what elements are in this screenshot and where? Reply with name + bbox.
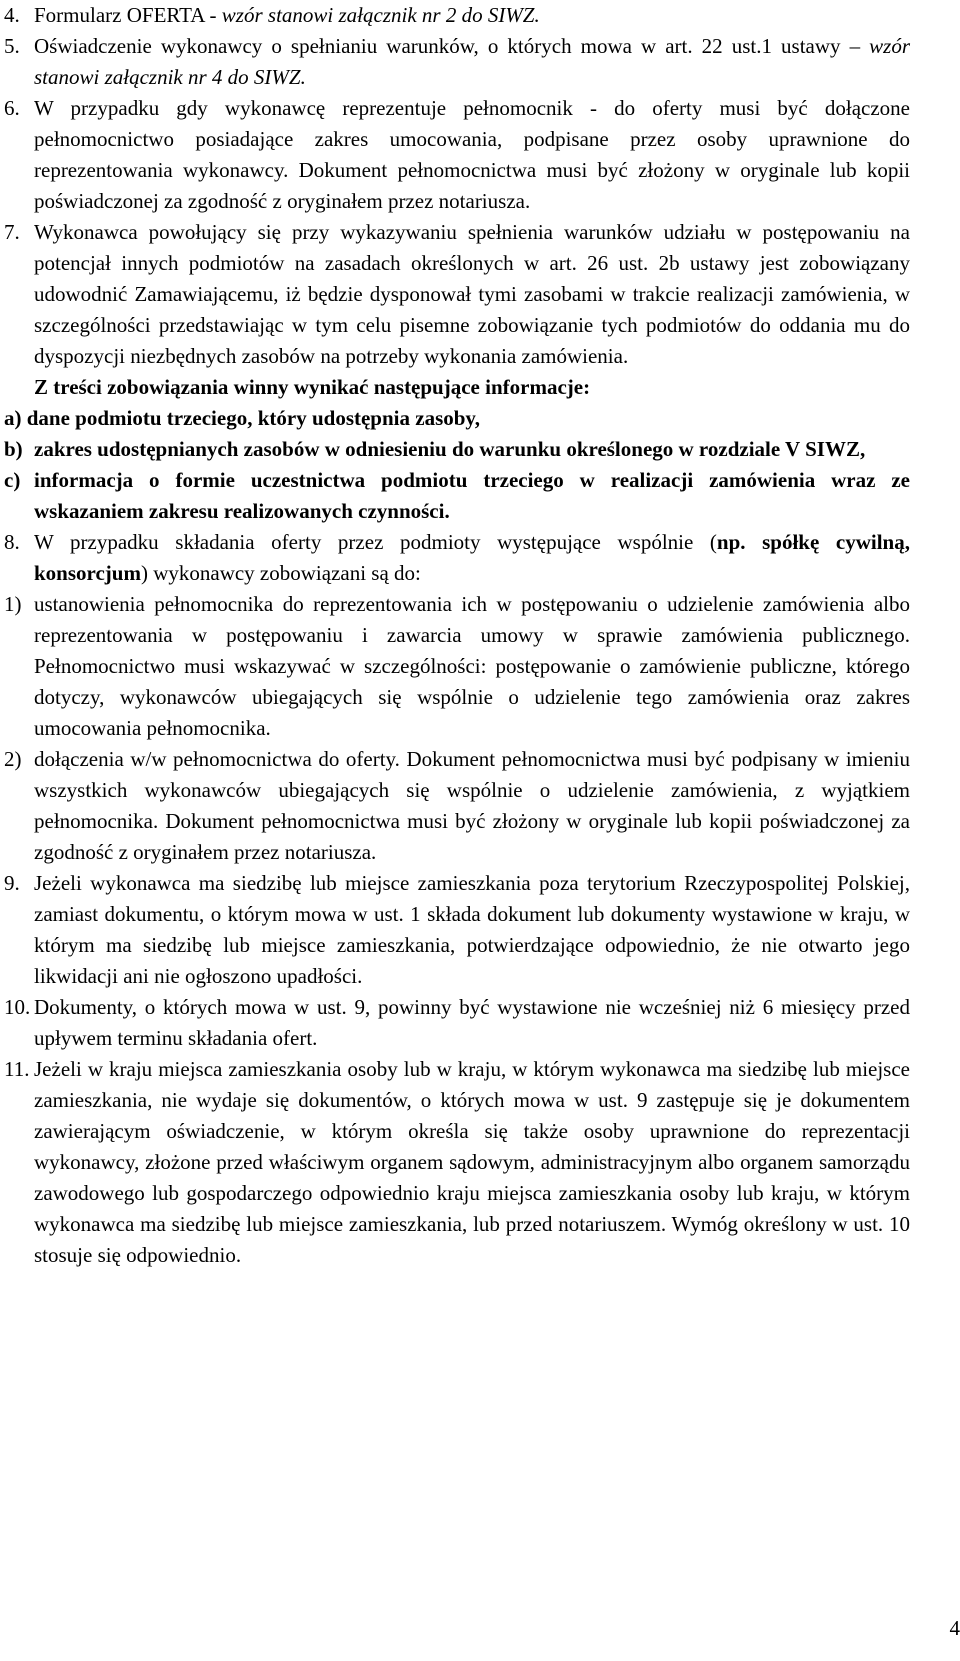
list-item-7	[4, 217, 910, 403]
item-number: 5.	[4, 34, 20, 58]
item-text: Oświadczenie wykonawcy o spełnianiu warunków, o których mowa w art. 22 ust.1 ustawy –	[34, 34, 870, 58]
list-item-11	[4, 1054, 910, 1271]
list-item-8	[4, 527, 910, 589]
item-number: 9.	[4, 871, 20, 895]
list-item-4	[4, 0, 910, 31]
item-text: Formularz OFERTA -	[34, 3, 222, 27]
item-text: Wykonawca powołujący się przy wykazywaniu spełnienia warunków udziału w postępowaniu na potencjał innych podmiotów na zasadach określonych w art. 26 ust. 2b ustawy jest zobowiązany udowodnić Zamawiającemu, iż będzie dysponował tymi zasobami w trakcie realizacji zamówienia, w szczególności przedstawiając w tym celu pisemne zobowiązanie tych podmiotów do oddania mu do dyspozycji niezbędnych zasobów na potrzeby wykonania zamówienia.	[34, 220, 910, 368]
item-text: Dokumenty, o których mowa w ust. 9, powinny być wystawione nie wcześniej niż 6 miesięcy przed upływem terminu składania ofert.	[34, 995, 910, 1050]
item-number: c)	[4, 468, 21, 492]
item-number: 7.	[4, 220, 20, 244]
item-text-italic: wzór stanowi załącznik nr 4 do SIWZ.	[34, 34, 910, 89]
item-number: 11.	[4, 1057, 30, 1081]
item-text: informacja o formie uczestnictwa podmiotu trzeciego w realizacji zamówienia wraz ze wskazaniem zakresu realizowanych czynności.	[34, 468, 910, 523]
item-text: ustanowienia pełnomocnika do reprezentowania ich w postępowaniu o udzielenie zamówienia albo reprezentowania w postępowaniu i zawarcia umowy w sprawie zamówienia publicznego. Pełnomocnictwo musi wskazywać w szczególności: postępowanie o zamówienie publiczne, którego dotyczy, wykonawców ubiegających się wspólnie o udzielenie tego zamówienia oraz zakres umocowania pełnomocnika.	[34, 592, 910, 740]
sub-item-8-2	[4, 744, 910, 868]
item-text: Jeżeli wykonawca ma siedzibę lub miejsce zamieszkania poza terytorium Rzeczypospolitej Polskiej, zamiast dokumentu, o którym mowa w ust. 1 składa dokument lub dokumenty wystawione w kraju, w którym ma siedzibę lub miejsce zamieszkania, potwierdzające odpowiednio, że nie otwarto jego likwidacji ani nie ogłoszono upadłości.	[34, 871, 910, 988]
item-text-bold: np. spółkę cywilną, konsorcjum	[34, 530, 910, 585]
list-item-10	[4, 992, 910, 1054]
page-number: 4	[949, 1616, 960, 1640]
item-number: 2)	[4, 747, 22, 771]
item-text: dołączenia w/w pełnomocnictwa do oferty. Dokument pełnomocnictwa musi być podpisany w imieniu wszystkich wykonawców ubiegających się wspólnie o udzielenie zamówienia, z wyjątkiem pełnomocnika. Dokument pełnomocnictwa musi być złożony w oryginale lub kopii poświadczonej za zgodność z oryginałem przez notariusza.	[34, 747, 910, 864]
item-number: b)	[4, 437, 23, 461]
item-text: zakres udostępnianych zasobów w odniesieniu do warunku określonego w rozdziale V SIWZ,	[34, 437, 866, 461]
sub-item-b	[4, 434, 910, 465]
list-item-9	[4, 868, 910, 992]
sub-item-8-1	[4, 589, 910, 744]
document-page	[4, 0, 910, 1271]
list-item-6	[4, 93, 910, 217]
item-text: Jeżeli w kraju miejsca zamieszkania osoby lub w kraju, w którym wykonawca ma siedzibę lub miejsce zamieszkania, nie wydaje się dokumentów, o których mowa w ust. 9 zastępuje się je dokumentem zawierającym oświadczenie, w którym określa się także osoby uprawnione do reprezentacji wykonawcy, złożone przed właściwym organem sądowym, administracyjnym albo organem samorządu zawodowego lub gospodarczego odpowiednio kraju miejsca zamieszkania osoby lub kraju, w którym wykonawca ma siedzibę lub miejsce zamieszkania, lub przed notariuszem. Wymóg określony w ust. 10 stosuje się odpowiednio.	[34, 1057, 910, 1267]
item-text: ) wykonawcy zobowiązani są do:	[140, 561, 421, 585]
sub-item-a: a) dane podmiotu trzeciego, który udostępnia zasoby,	[4, 406, 481, 430]
item-text: W przypadku gdy wykonawcę reprezentuje pełnomocnik - do oferty musi być dołączone pełnomocnictwo posiadające zakres umocowania, podpisane przez osoby uprawnione do reprezentowania wykonawcy. Dokument pełnomocnictwa musi być złożony w oryginale lub kopii poświadczonej za zgodność z oryginałem przez notariusza.	[34, 96, 910, 213]
sub-item-c	[4, 465, 910, 527]
item-number: 6.	[4, 96, 20, 120]
item-bold-intro: Z treści zobowiązania winny wynikać następujące informacje:	[34, 375, 591, 399]
item-number: 4.	[4, 3, 20, 27]
item-number: 8.	[4, 530, 20, 554]
item-number: 10.	[4, 995, 31, 1019]
list-item-5	[4, 31, 910, 93]
item-text: W przypadku składania oferty przez podmioty występujące wspólnie (	[34, 530, 717, 554]
item-text-italic: wzór stanowi załącznik nr 2 do SIWZ.	[221, 3, 540, 27]
item-number: 1)	[4, 592, 22, 616]
